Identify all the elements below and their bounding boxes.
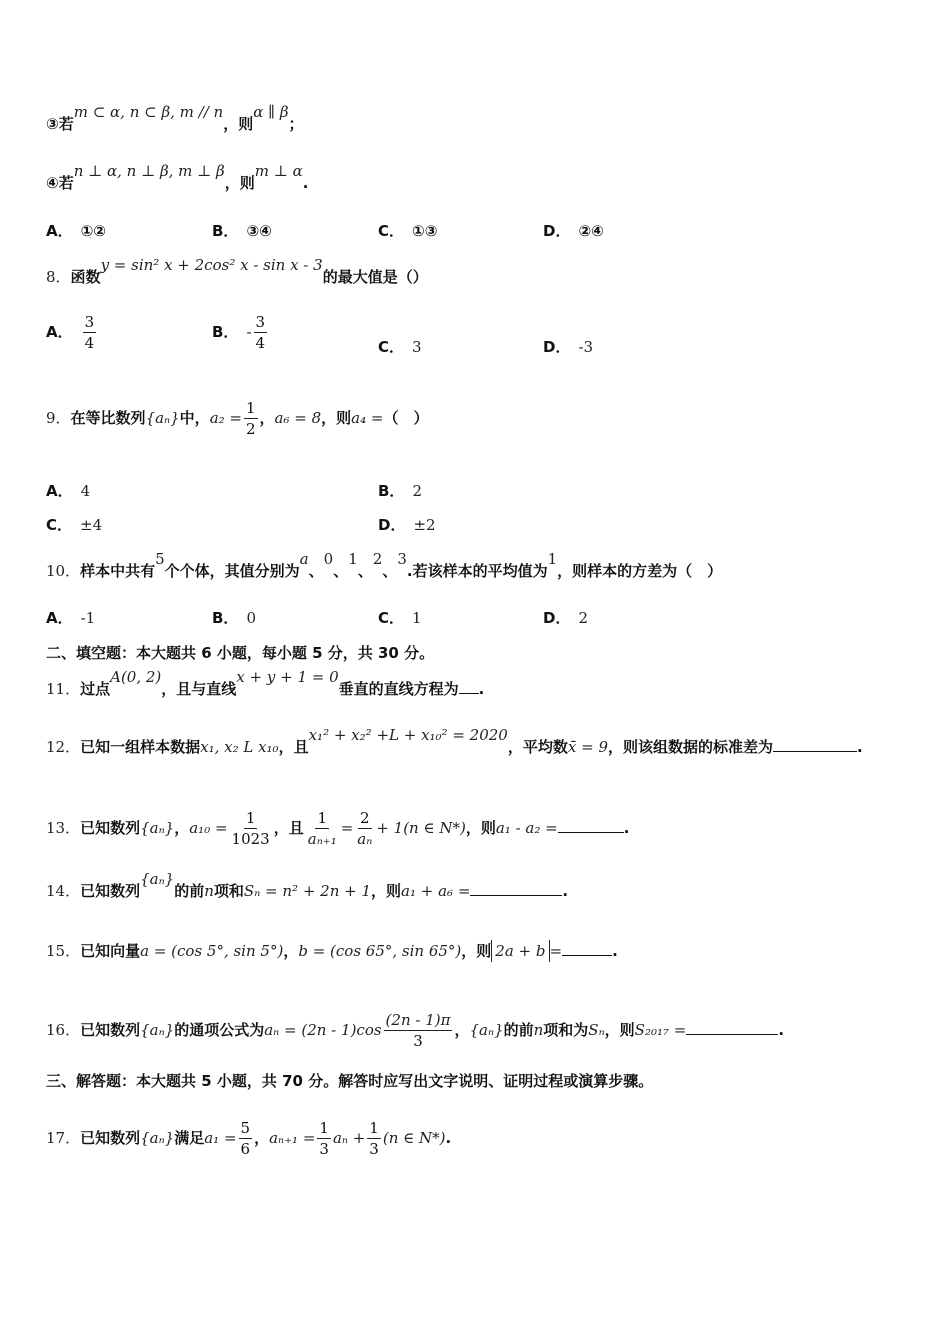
item-marker: ③若: [46, 115, 74, 133]
q7-option-b[interactable]: B． ③④: [212, 222, 272, 240]
question-14: 14．已知数列{aₙ}的前n项和Sₙ = n² + 2n + 1，则a₁ + a₆ = .: [46, 870, 569, 900]
question-17: 17．已知数列{aₙ}满足a₁ = $\frac{5}{6}$ ，aₙ₊₁ = $\frac{1}{3}$ aₙ + $\frac{1}{3}$ (n ∈ N*).: [46, 1119, 452, 1158]
q7-item4: [46, 162, 309, 194]
text: ，则: [224, 174, 255, 192]
q10-option-a[interactable]: A． -1: [46, 609, 96, 627]
answer-blank[interactable]: [562, 941, 612, 956]
math-condition: m ⊂ α, n ⊂ β, m // n: [73, 103, 224, 121]
q8-option-c[interactable]: C． 3: [378, 338, 422, 356]
question-16: 16．已知数列{aₙ}的通项公式为aₙ = (2n - 1)cos $\frac{(2n - 1)\pi}{3}$ ，{aₙ}的前n项和为Sₙ，则S₂₀₁₇ = .: [46, 1011, 785, 1050]
q9-option-c[interactable]: C． ±4: [46, 516, 103, 534]
q9-option-a[interactable]: A． 4: [46, 482, 91, 500]
q7-option-c[interactable]: C． ①③: [378, 222, 438, 240]
section-2-heading: 二、填空题：本大题共 6 小题，每小题 5 分，共 30 分。: [46, 644, 435, 662]
question-11: 11．过点A(0, 2)，且与直线x + y + 1 = 0垂直的直线方程为 .: [46, 668, 485, 698]
math-expression: y = sin² x + 2cos² x - sin x - 3: [100, 256, 323, 274]
fraction: $\frac{3}{4}$: [84, 313, 95, 352]
fraction: $\frac{5}{6}$: [240, 1119, 251, 1158]
fraction: $\frac{2}{\text{aₙ}}$: [357, 809, 373, 848]
answer-blank[interactable]: [773, 737, 857, 752]
fraction: $\frac{(2n - 1)\pi}{3}$: [385, 1011, 451, 1050]
q10-option-d[interactable]: D． 2: [543, 609, 588, 627]
vector-magnitude: 2a + b: [491, 940, 549, 962]
answer-blank[interactable]: [470, 881, 562, 896]
question-13: 13．已知数列{aₙ}，a₁₀ = $\frac{1}{1023}$ ，且 $\frac{1}{\text{aₙ₊₁}}$ = $\frac{2}{\text{aₙ}}$ + 1(n ∈ N*)，则a₁ - a₂ = .: [46, 809, 630, 848]
text: .: [302, 174, 309, 192]
question-8: 8．函数y = sin² x + 2cos² x - sin x - 3的最大值是（）: [46, 256, 428, 286]
answer-blank[interactable]: [459, 679, 479, 694]
q10-option-b[interactable]: B． 0: [212, 609, 256, 627]
question-15: 15．已知向量a = (cos 5°, sin 5°)，b = (cos 65°, sin 65°)，则 2a + b = .: [46, 942, 618, 960]
question-10: 10．样本中共有5个个体，其值分别为a、0、1、2、3.若该样本的平均值为1，则样本的方差为（ ）: [46, 550, 723, 580]
fraction: $\frac{1}{3}$: [319, 1119, 329, 1158]
text: ，则: [223, 115, 254, 133]
q8-option-a[interactable]: A． $\frac{3}{4}$: [46, 313, 95, 352]
q10-option-c[interactable]: C． 1: [378, 609, 422, 627]
math-condition: n ⊥ α, n ⊥ β, m ⊥ β: [73, 162, 225, 180]
item-marker: ④若: [46, 174, 74, 192]
q7-item3: [46, 103, 304, 135]
q9-option-d[interactable]: D． ±2: [378, 516, 436, 534]
sequence-symbol: {aₙ}: [145, 409, 180, 427]
fraction: $\frac{1}{\text{aₙ₊₁}}$: [307, 809, 337, 848]
fraction: $\frac{1}{3}$: [369, 1119, 379, 1158]
question-12: 12．已知一组样本数据x₁, x₂ L x₁₀，且x₁² + x₂² +L + x₁₀² = 2020，平均数x̄ = 9，则该组数据的标准差为 .: [46, 726, 863, 756]
fraction: $\frac{3}{4}$: [255, 313, 266, 352]
q7-option-a[interactable]: A． ①②: [46, 222, 107, 240]
text: ；: [288, 115, 304, 133]
math-conclusion: α ∥ β: [253, 103, 289, 121]
section-3-heading: 三、解答题：本大题共 5 小题，共 70 分。解答时应写出文字说明、证明过程或演算步骤。: [46, 1072, 654, 1090]
q7-option-d[interactable]: D． ②④: [543, 222, 604, 240]
answer-blank[interactable]: [686, 1020, 778, 1035]
q8-option-d[interactable]: D． -3: [543, 338, 594, 356]
math-conclusion: m ⊥ α: [254, 162, 303, 180]
fraction: $\frac{1}{2}$: [245, 399, 256, 438]
fraction: $\frac{1}{1023}$: [231, 809, 270, 848]
answer-blank[interactable]: [558, 818, 624, 833]
q8-option-b[interactable]: B． - $\frac{3}{4}$: [212, 313, 266, 352]
question-9: 9．在等比数列{aₙ}中，a₂ = $\frac{1}{2}$ ，a₆ = 8，则a₄ =（ ）: [46, 399, 429, 438]
q9-option-b[interactable]: B． 2: [378, 482, 422, 500]
